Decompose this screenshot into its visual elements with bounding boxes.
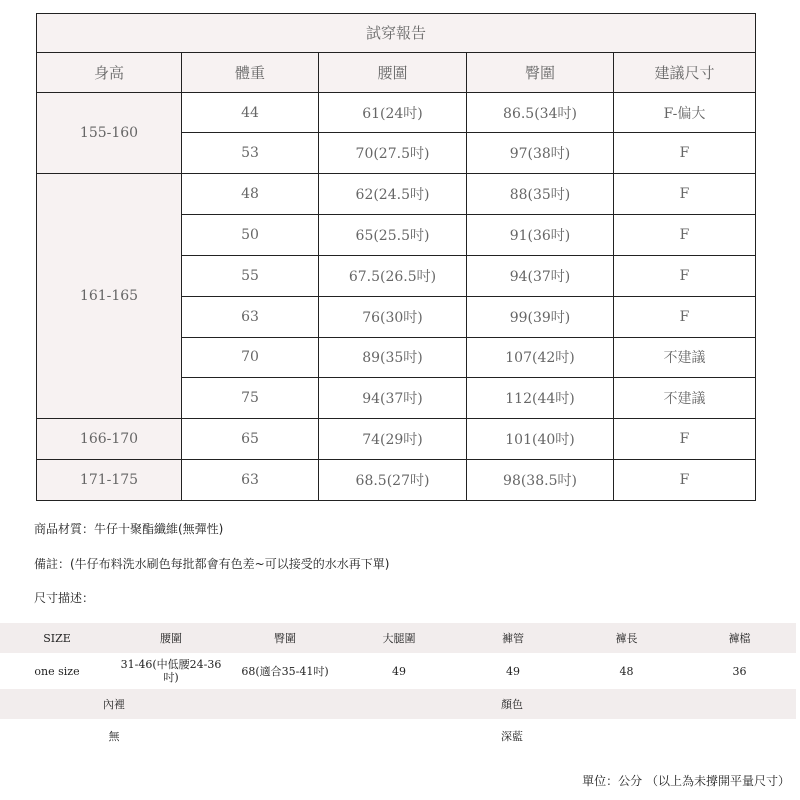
- size-cell: F: [614, 215, 756, 256]
- weight-cell: 53: [182, 133, 319, 174]
- hip-cell: 98(38.5吋): [467, 460, 614, 501]
- size-cell: 不建議: [614, 378, 756, 419]
- header-waist: 腰圍: [319, 52, 467, 92]
- waist-cell: 62(24.5吋): [319, 174, 467, 215]
- size-cell: F: [614, 419, 756, 460]
- height-range: 171-175: [37, 460, 182, 501]
- color-value: 深藍: [501, 730, 523, 743]
- size-value-size: one size: [34, 664, 80, 678]
- hip-cell: 101(40吋): [467, 419, 614, 460]
- weight-cell: 65: [182, 419, 319, 460]
- size-cell: F: [614, 460, 756, 501]
- fitting-report-title: 試穿報告: [37, 14, 756, 53]
- size-cell: F: [614, 133, 756, 174]
- waist-cell: 61(24吋): [319, 92, 467, 133]
- size-value-thigh: 49: [392, 664, 406, 678]
- weight-cell: 55: [182, 255, 319, 296]
- hip-cell: 99(39吋): [467, 296, 614, 337]
- waist-cell: 68.5(27吋): [319, 460, 467, 501]
- waist-cell: 65(25.5吋): [319, 215, 467, 256]
- header-hip: 臀圍: [467, 52, 614, 92]
- size-cell: F-偏大: [614, 92, 756, 133]
- waist-cell: 74(29吋): [319, 419, 467, 460]
- weight-cell: 48: [182, 174, 319, 215]
- hip-cell: 107(42吋): [467, 337, 614, 378]
- size-header-size: SIZE: [0, 623, 114, 653]
- weight-cell: 63: [182, 296, 319, 337]
- size-cell: 不建議: [614, 337, 756, 378]
- size-header-leg-opening: 褲管: [456, 623, 570, 653]
- weight-cell: 63: [182, 460, 319, 501]
- height-range: 166-170: [37, 419, 182, 460]
- size-value-hip: 68(適合35-41吋): [241, 665, 329, 678]
- size-value-leg-opening: 49: [506, 664, 520, 678]
- unit-note: 單位：公分 （以上為未撐開平量尺寸）: [582, 774, 790, 788]
- header-suggested-size: 建議尺寸: [614, 52, 756, 92]
- weight-cell: 75: [182, 378, 319, 419]
- material-note: 商品材質：牛仔十聚酯纖維(無彈性): [34, 522, 224, 536]
- size-description-label: 尺寸描述：: [34, 591, 95, 605]
- header-height: 身高: [37, 52, 182, 92]
- header-weight: 體重: [182, 52, 319, 92]
- size-cell: F: [614, 255, 756, 296]
- waist-cell: 76(30吋): [319, 296, 467, 337]
- hip-cell: 88(35吋): [467, 174, 614, 215]
- size-header-length: 褲長: [570, 623, 683, 653]
- hip-cell: 94(37吋): [467, 255, 614, 296]
- remark-note: 備註：(牛仔布料洗水刷色每批都會有色差~可以接受的水水再下單): [34, 557, 390, 571]
- weight-cell: 70: [182, 337, 319, 378]
- waist-cell: 94(37吋): [319, 378, 467, 419]
- height-range: 161-165: [37, 174, 182, 419]
- size-header-waist: 腰圍: [114, 623, 228, 653]
- hip-cell: 97(38吋): [467, 133, 614, 174]
- hip-cell: 112(44吋): [467, 378, 614, 419]
- lining-value: 無: [108, 730, 120, 743]
- size-value-length: 48: [619, 664, 634, 678]
- weight-cell: 50: [182, 215, 319, 256]
- waist-cell: 67.5(26.5吋): [319, 255, 467, 296]
- size-value-waist: 31-46(中低腰24-36吋): [120, 658, 222, 684]
- size-header-hip: 臀圍: [228, 623, 342, 653]
- size-cell: F: [614, 296, 756, 337]
- size-value-rise: 36: [732, 664, 747, 678]
- waist-cell: 70(27.5吋): [319, 133, 467, 174]
- size-header-rise: 褲檔: [683, 623, 796, 653]
- hip-cell: 86.5(34吋): [467, 92, 614, 133]
- color-header: 顏色: [228, 689, 796, 719]
- size-header-thigh: 大腿圍: [342, 623, 456, 653]
- hip-cell: 91(36吋): [467, 215, 614, 256]
- waist-cell: 89(35吋): [319, 337, 467, 378]
- weight-cell: 44: [182, 92, 319, 133]
- lining-header: 內裡: [0, 689, 228, 719]
- size-table: [0, 623, 796, 753]
- size-cell: F: [614, 174, 756, 215]
- height-range: 155-160: [37, 92, 182, 174]
- fitting-report-table: [36, 13, 756, 501]
